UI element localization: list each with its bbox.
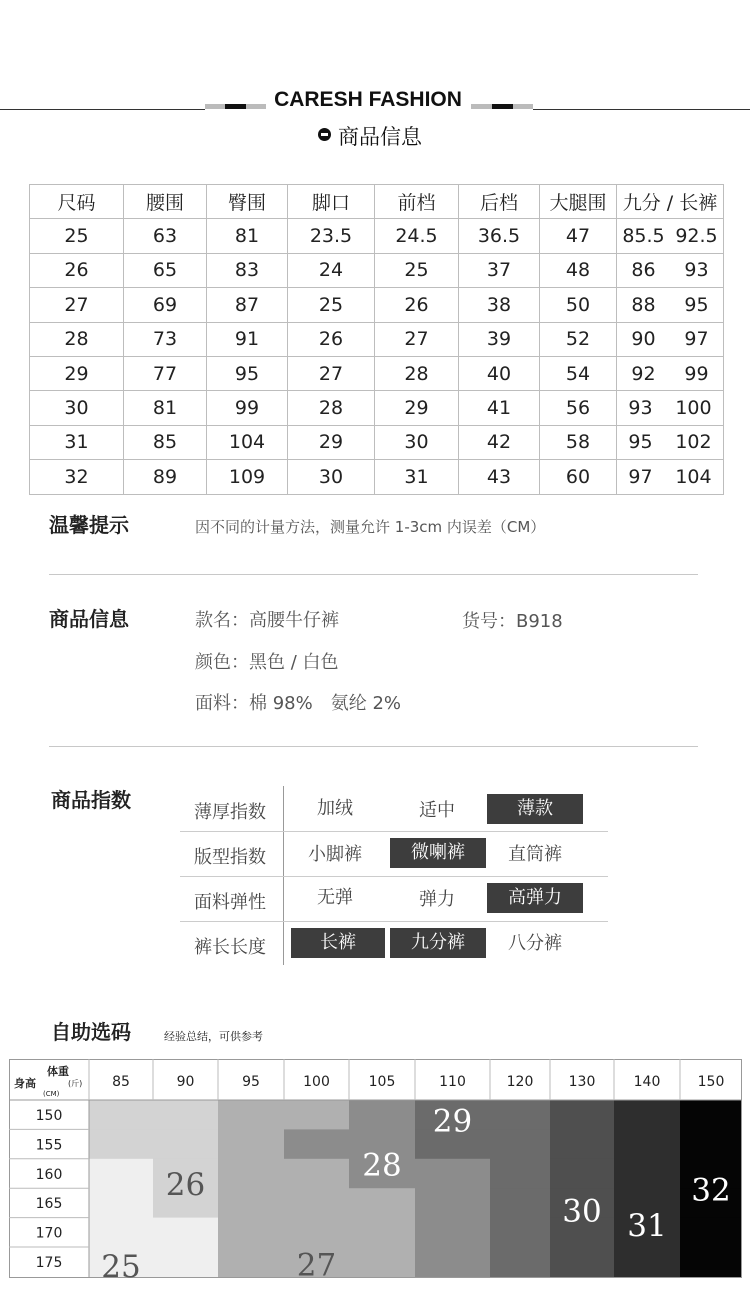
table-cell: 47: [540, 219, 617, 253]
option-thin-selected: 薄款: [487, 794, 583, 824]
table-cell: 39: [459, 322, 540, 356]
table-row: [30, 356, 724, 390]
size-cell: [415, 1218, 490, 1248]
header-cell: 前档: [375, 185, 459, 219]
size-cell: [89, 1159, 153, 1189]
weight-header: 140: [633, 1074, 661, 1090]
size-cell: [218, 1188, 284, 1218]
table-cell: 28: [288, 391, 375, 425]
full-length: 104: [675, 465, 712, 488]
table-row: [30, 219, 724, 253]
table-cell: 27: [288, 356, 375, 390]
table-row: [30, 253, 724, 287]
table-cell: 29: [288, 425, 375, 459]
table-cell: 25: [288, 288, 375, 322]
height-header: 170: [35, 1225, 63, 1242]
index-row-divider: [180, 831, 608, 832]
table-cell: [617, 356, 724, 390]
tip-text: 因不同的计量方法，测量允许 1-3cm 内误差（CM）: [195, 518, 546, 536]
index-label-stretch: 面料弹性: [194, 892, 266, 913]
option-flare-selected: 微喇裤: [390, 838, 486, 868]
table-cell: 26: [375, 288, 459, 322]
header-cell: 尺码: [30, 185, 124, 219]
weight-header: 150: [697, 1074, 725, 1090]
size-region-label: 26: [165, 1166, 206, 1203]
table-cell: 85: [124, 425, 207, 459]
full-length: 93: [684, 259, 709, 282]
corner-height-unit: (CM): [43, 1090, 60, 1098]
cropped-length: 97: [628, 465, 653, 488]
height-header: 150: [35, 1108, 63, 1124]
header-cell: 脚口: [288, 185, 375, 219]
size-cell: [153, 1100, 218, 1130]
size-cell: [284, 1159, 349, 1189]
size-cell: [218, 1247, 284, 1277]
weight-header: 85: [112, 1074, 130, 1090]
size-cell: [349, 1188, 415, 1218]
weight-header: 130: [568, 1074, 596, 1090]
option-no-stretch: 无弹: [317, 887, 353, 908]
cropped-length: 93: [628, 397, 653, 420]
full-length: 92.5: [675, 225, 718, 248]
table-cell: 30: [375, 425, 459, 459]
size-cell: [218, 1100, 284, 1130]
product-style: 款名：高腰牛仔裤: [195, 610, 339, 631]
subtitle-text: 商品信息: [338, 125, 422, 149]
size-cell: [153, 1247, 218, 1277]
size-cell: [490, 1218, 550, 1248]
divider: [49, 746, 698, 747]
size-cell: [284, 1188, 349, 1218]
size-cell: [284, 1218, 349, 1248]
cropped-length: 95: [628, 431, 653, 454]
option-high-stretch-selected: 高弹力: [487, 883, 583, 913]
table-cell: 27: [30, 288, 124, 322]
table-cell: 77: [124, 356, 207, 390]
recommend-subtitle: 经验总结，可供参考: [164, 1030, 263, 1043]
table-cell: 104: [207, 425, 288, 459]
weight-header: 120: [506, 1074, 534, 1090]
table-cell: [617, 322, 724, 356]
size-cell: [284, 1129, 349, 1159]
table-row: [30, 425, 724, 459]
corner-weight-unit: (斤): [68, 1079, 83, 1088]
table-cell: [617, 391, 724, 425]
table-cell: 28: [30, 322, 124, 356]
full-length: 95: [684, 293, 709, 316]
option-straight: 直筒裤: [508, 844, 562, 865]
table-cell: 31: [30, 425, 124, 459]
recommend-title: 自助选码: [51, 1020, 131, 1044]
table-cell: 31: [375, 460, 459, 494]
option-full-length-selected: 长裤: [291, 928, 385, 958]
weight-header: 95: [242, 1074, 260, 1090]
table-cell: 54: [540, 356, 617, 390]
full-length: 102: [675, 431, 712, 454]
size-cell: [218, 1159, 284, 1189]
size-cell: [89, 1188, 153, 1218]
size-cell: [153, 1218, 218, 1248]
size-cell: [490, 1100, 550, 1130]
table-cell: [617, 219, 724, 253]
table-cell: 26: [288, 322, 375, 356]
table-cell: 26: [30, 253, 124, 287]
size-cell: [415, 1247, 490, 1277]
weight-header: 100: [303, 1074, 330, 1090]
table-row: [30, 288, 724, 322]
size-cell: [490, 1159, 550, 1189]
size-cell: [349, 1247, 415, 1277]
table-cell: 63: [124, 219, 207, 253]
height-header: 175: [35, 1255, 63, 1271]
product-sku: 货号：B918: [462, 611, 563, 632]
table-row: [30, 460, 724, 494]
table-cell: 27: [375, 322, 459, 356]
size-cell: [218, 1129, 284, 1159]
corner-weight-label: 体重: [47, 1065, 69, 1078]
height-header: 160: [35, 1166, 63, 1183]
table-cell: 43: [459, 460, 540, 494]
size-region-label: 27: [296, 1247, 337, 1278]
table-cell: 60: [540, 460, 617, 494]
index-label-fit: 版型指数: [194, 847, 266, 868]
table-cell: [617, 253, 724, 287]
full-length: 100: [675, 397, 712, 420]
size-table: [29, 184, 724, 495]
size-recommendation-grid: [9, 1059, 742, 1278]
product-index-title: 商品指数: [51, 788, 131, 812]
table-cell: 29: [375, 391, 459, 425]
table-cell: 36.5: [459, 219, 540, 253]
size-cell: [614, 1159, 680, 1189]
brand-title: CARESH FASHION: [274, 88, 462, 111]
table-cell: 28: [375, 356, 459, 390]
table-cell: 89: [124, 460, 207, 494]
product-color: 颜色：黑色 / 白色: [195, 652, 339, 673]
tip-title: 温馨提示: [49, 513, 129, 537]
table-cell: 87: [207, 288, 288, 322]
size-cell: [153, 1129, 218, 1159]
full-length: 97: [684, 328, 709, 351]
size-cell: [349, 1218, 415, 1248]
header-cell: 腰围: [124, 185, 207, 219]
product-info-title: 商品信息: [49, 607, 129, 631]
size-cell: [680, 1247, 742, 1277]
size-cell: [614, 1247, 680, 1277]
table-cell: 52: [540, 322, 617, 356]
table-cell: 73: [124, 322, 207, 356]
size-region-label: 30: [562, 1193, 602, 1230]
size-cell: [415, 1159, 490, 1189]
full-length: 99: [684, 362, 709, 385]
table-cell: 24.5: [375, 219, 459, 253]
option-fleece: 加绒: [317, 798, 353, 819]
size-cell: [89, 1100, 153, 1130]
cropped-length: 92: [631, 362, 656, 385]
header-cell: 九分 / 长裤: [617, 185, 724, 219]
table-cell: 58: [540, 425, 617, 459]
cropped-length: 85.5: [622, 225, 665, 248]
size-cell: [89, 1218, 153, 1248]
size-cell: [490, 1247, 550, 1277]
weight-header: 105: [368, 1074, 396, 1090]
table-cell: 32: [30, 460, 124, 494]
table-cell: [617, 288, 724, 322]
size-cell: [614, 1100, 680, 1130]
table-cell: 30: [288, 460, 375, 494]
size-cell: [680, 1129, 742, 1159]
size-cell: [550, 1129, 614, 1159]
index-row-divider: [180, 876, 608, 877]
size-cell: [680, 1100, 742, 1130]
corner-height-label: 身高: [14, 1077, 36, 1090]
product-fabric: 面料：棉 98% 氨纶 2%: [195, 693, 402, 714]
table-cell: 29: [30, 356, 124, 390]
table-cell: 65: [124, 253, 207, 287]
size-cell: [614, 1129, 680, 1159]
size-cell: [680, 1218, 742, 1248]
size-region-label: 31: [627, 1207, 667, 1244]
index-label-thickness: 薄厚指数: [194, 802, 266, 823]
table-cell: 25: [375, 253, 459, 287]
table-cell: 30: [30, 391, 124, 425]
table-cell: 83: [207, 253, 288, 287]
option-stretch: 弹力: [419, 889, 455, 910]
size-cell: [415, 1188, 490, 1218]
table-cell: 81: [207, 219, 288, 253]
table-cell: 42: [459, 425, 540, 459]
table-cell: 24: [288, 253, 375, 287]
size-recommendation-chart: [9, 1059, 742, 1278]
table-cell: 25: [30, 219, 124, 253]
size-cell: [349, 1100, 415, 1130]
height-header: 155: [35, 1137, 63, 1154]
option-ankle-length: 八分裤: [508, 933, 562, 954]
size-cell: [284, 1100, 349, 1130]
size-region-label: 32: [691, 1172, 731, 1209]
bullet-icon: [318, 128, 331, 141]
index-label-length: 裤长长度: [194, 937, 266, 958]
size-cell: [490, 1188, 550, 1218]
section-subtitle: [0, 121, 740, 151]
table-cell: 38: [459, 288, 540, 322]
divider: [49, 574, 698, 575]
size-cell: [550, 1100, 614, 1130]
table-cell: [617, 425, 724, 459]
header-cell: 后档: [459, 185, 540, 219]
table-cell: 37: [459, 253, 540, 287]
header-cell: 大腿围: [540, 185, 617, 219]
index-row-divider: [180, 921, 608, 922]
size-table-header: [30, 185, 724, 219]
table-cell: 81: [124, 391, 207, 425]
size-region-label: 29: [432, 1103, 473, 1140]
size-region-label: 25: [101, 1249, 141, 1278]
table-row: [30, 322, 724, 356]
cropped-length: 90: [631, 328, 656, 351]
table-cell: 91: [207, 322, 288, 356]
header-cell: 臀围: [207, 185, 288, 219]
table-cell: [617, 460, 724, 494]
table-cell: 95: [207, 356, 288, 390]
table-row: [30, 391, 724, 425]
table-cell: 69: [124, 288, 207, 322]
size-cell: [218, 1218, 284, 1248]
option-cropped-selected: 九分裤: [390, 928, 486, 958]
size-cell: [550, 1247, 614, 1277]
weight-header: 110: [439, 1074, 466, 1090]
table-cell: 48: [540, 253, 617, 287]
size-cell: [490, 1129, 550, 1159]
option-medium: 适中: [419, 800, 455, 821]
option-skinny: 小脚裤: [308, 844, 362, 865]
table-cell: 56: [540, 391, 617, 425]
cropped-length: 88: [631, 293, 656, 316]
table-cell: 23.5: [288, 219, 375, 253]
cropped-length: 86: [631, 259, 656, 282]
weight-header: 90: [176, 1074, 195, 1090]
table-cell: 50: [540, 288, 617, 322]
size-region-label: 28: [362, 1147, 402, 1184]
height-header: 165: [35, 1196, 63, 1213]
table-cell: 99: [207, 391, 288, 425]
table-cell: 40: [459, 356, 540, 390]
table-cell: 41: [459, 391, 540, 425]
size-cell: [89, 1129, 153, 1159]
size-cell: [550, 1159, 614, 1189]
table-cell: 109: [207, 460, 288, 494]
